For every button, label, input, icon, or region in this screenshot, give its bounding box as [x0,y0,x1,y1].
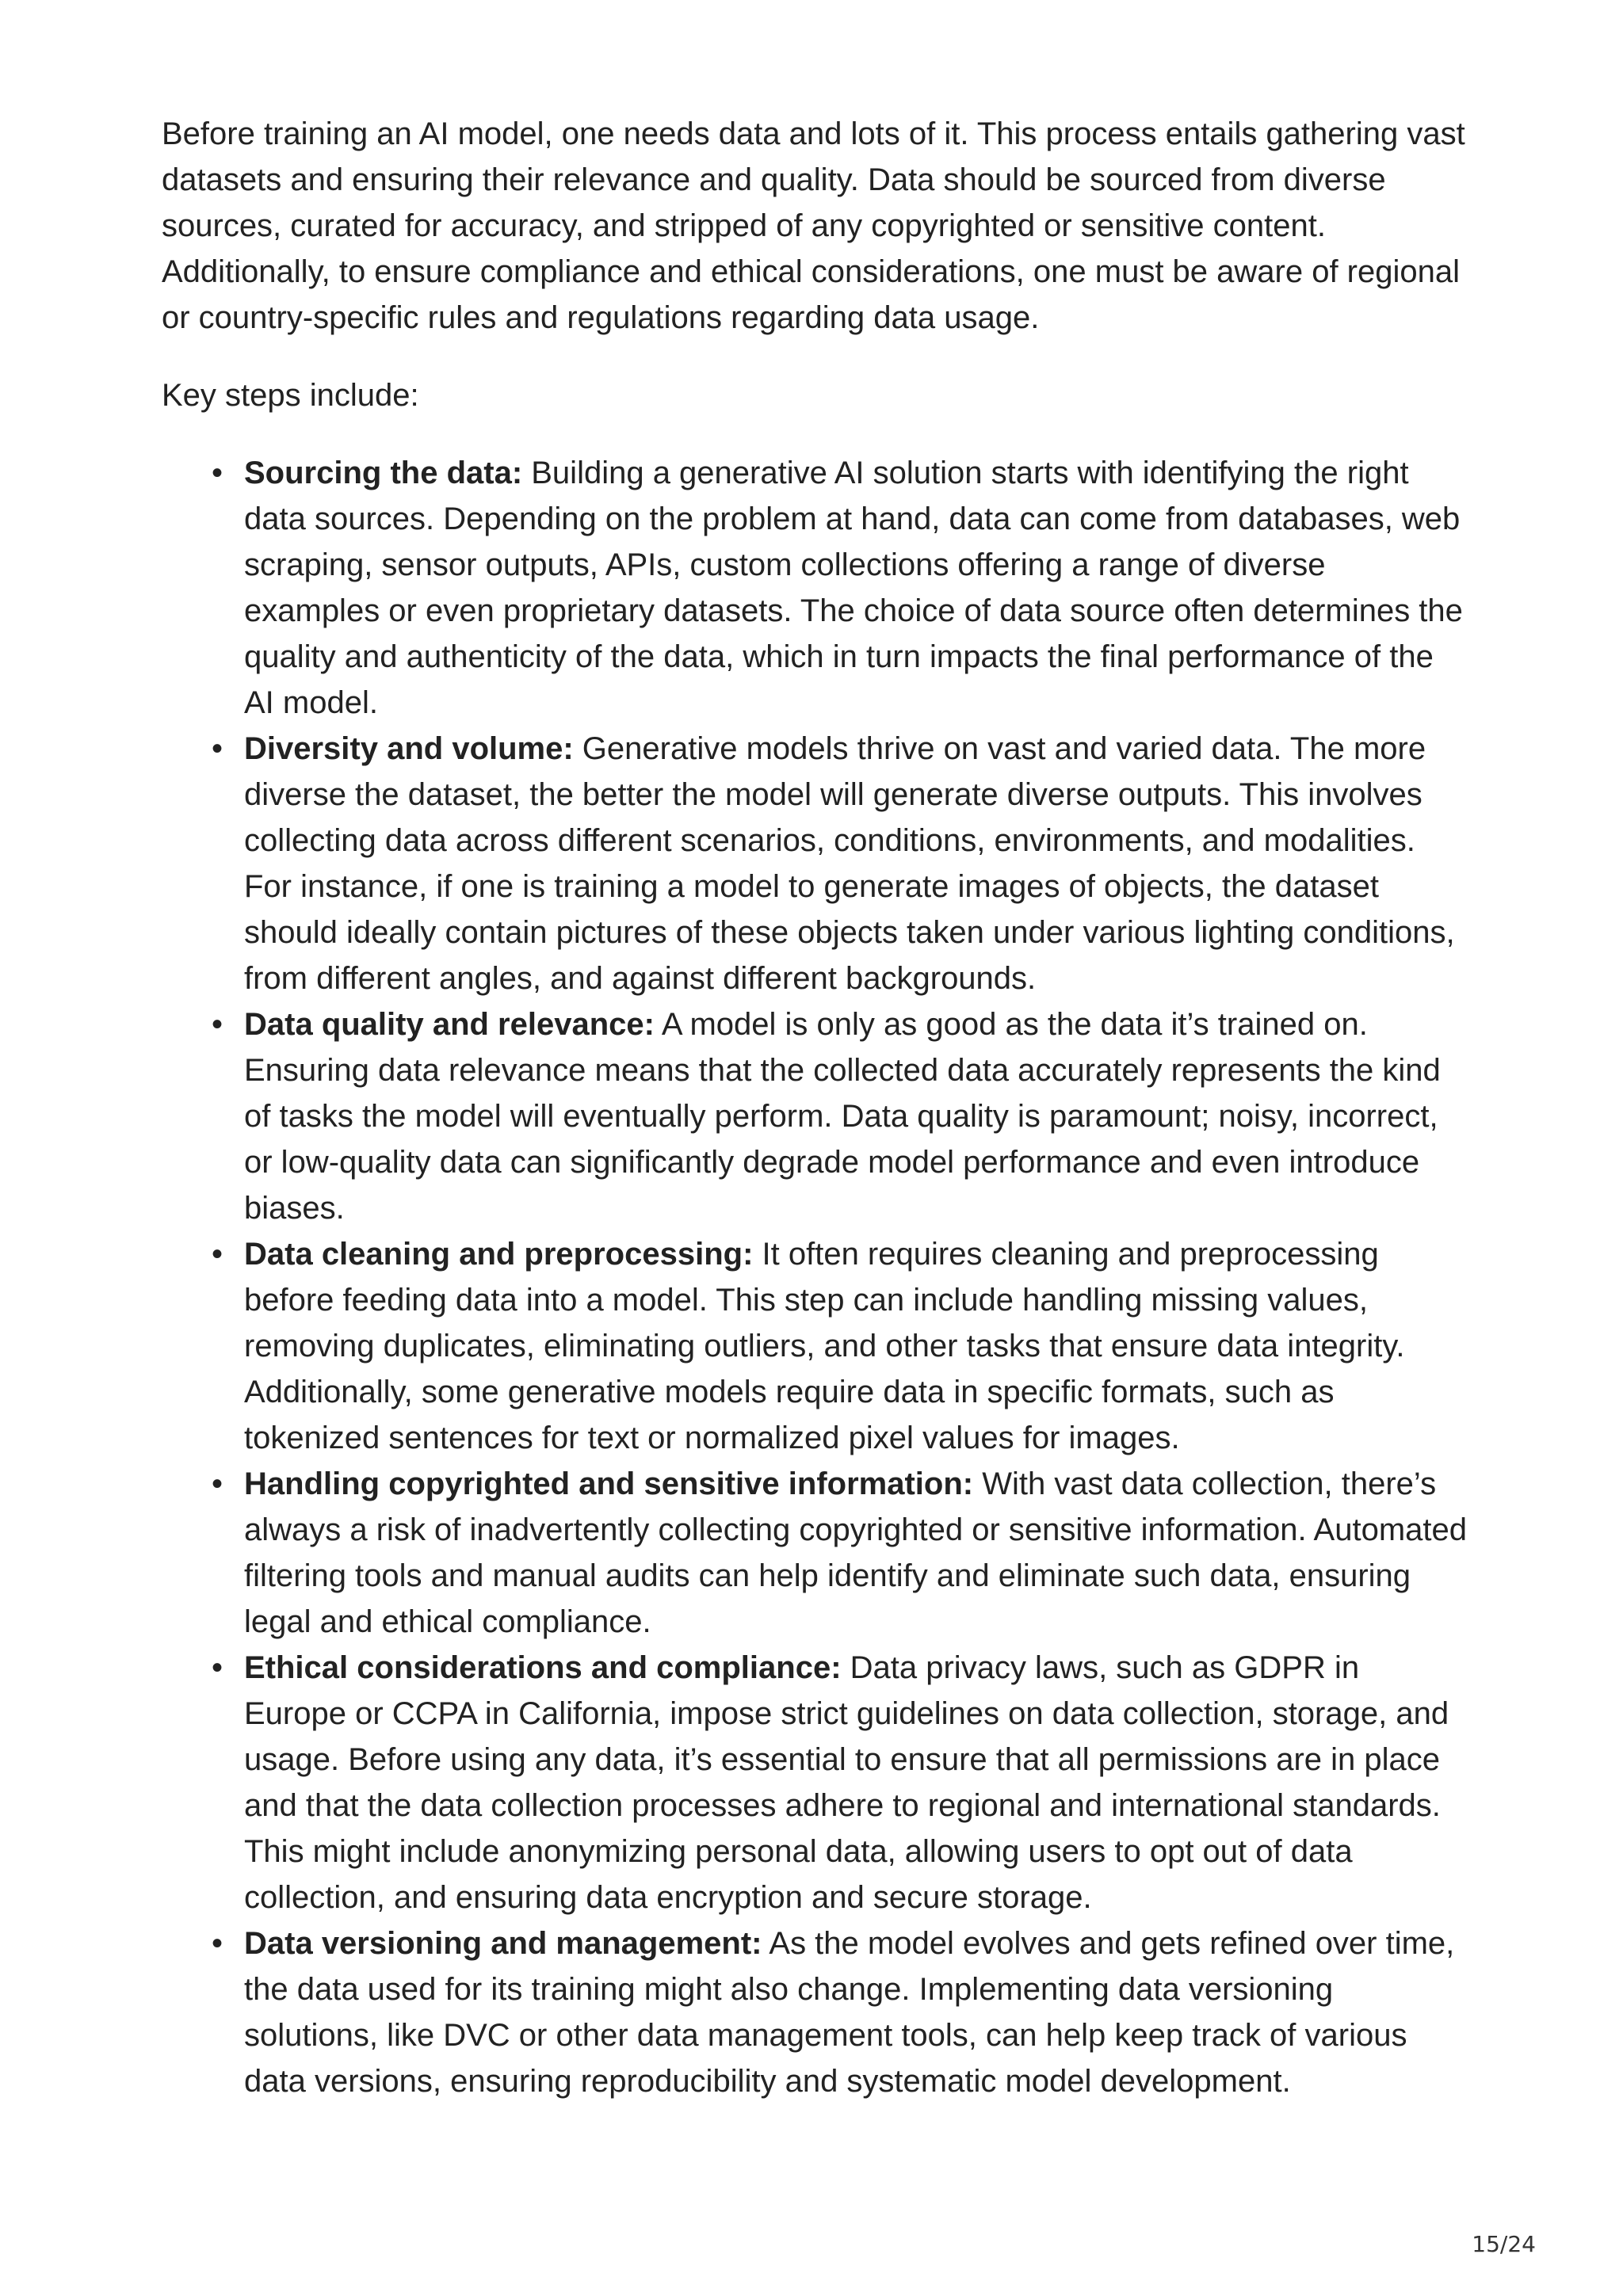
page-number: 15/24 [1472,2231,1536,2257]
step-text: Data privacy laws, such as GDPR in Europe or CCPA in California, impose strict guidelines on data collection, storage, and usage. Before using any data, it’s essential to ensure that all permissions are in place and that the data collection processes adhere to regional and international standards. This might include anonymizing personal data, allowing users to opt out of data collection, and ensuring data encryption and secure storage. [244,1650,1449,1915]
step-data-cleaning-and-preprocessing [211,1231,1469,1461]
key-steps-list [162,450,1469,2104]
document-content [162,111,1469,2104]
bullet-icon: • [211,1007,223,1042]
step-text: As the model evolves and gets refined over time, the data used for its training might also change. Implementing data versioning solutions, like DVC or other data management tools, can help keep track of various data versions, ensuring reproducibility and systematic model development. [244,1926,1455,2099]
step-text: Building a generative AI solution starts with identifying the right data sources. Depending on the problem at hand, data can come from databases, web scraping, sensor outputs, APIs, custom collections offering a range of diverse examples or even proprietary datasets. The choice of data source often determines the quality and authenticity of the data, which in turn impacts the final performance of the AI model. [244,456,1463,720]
step-data-versioning-and-management [211,1920,1469,2104]
step-text: With vast data collection, there’s always a risk of inadvertently collecting copyrighted or sensitive information. Automated filtering tools and manual audits can help identify and eliminate such data, ensuring legal and ethical compliance. [244,1466,1467,1639]
step-diversity-and-volume [211,726,1469,1001]
step-sourcing-the-data [211,450,1469,726]
step-handling-copyrighted-and-sensitive-information [211,1461,1469,1645]
step-title: Handling copyrighted and sensitive information: [244,1466,974,1501]
step-title: Sourcing the data: [244,456,523,490]
step-title: Diversity and volume: [244,731,574,766]
bullet-icon: • [211,1237,223,1272]
intro-paragraph: Before training an AI model, one needs data and lots of it. This process entails gathering vast datasets and ensuring their relevance and quality. Data should be sourced from diverse sources, curated for accuracy, and stripped of any copyrighted or sensitive content. Additionally, to ensure compliance and ethical considerations, one must be aware of regional or country-specific rules and regulations regarding data usage. [162,116,1465,335]
bullet-icon: • [211,1650,223,1685]
step-title: Data quality and relevance: [244,1007,655,1042]
bullet-icon: • [211,1466,223,1501]
step-data-quality-and-relevance [211,1001,1469,1231]
bullet-icon: • [211,1926,223,1961]
bullet-icon: • [211,456,223,490]
step-text: It often requires cleaning and preprocessing before feeding data into a model. This step can include handling missing values, removing duplicates, eliminating outliers, and other tasks that ensure data integrity. Additionally, some generative models require data in specific formats, such as tokenized sentences for text or normalized pixel values for images. [244,1237,1405,1455]
step-ethical-considerations-and-compliance [211,1645,1469,1920]
bullet-icon: • [211,731,223,766]
step-text: A model is only as good as the data it’s trained on. Ensuring data relevance means that the collected data accurately represents the kind of tasks the model will eventually perform. Data quality is paramount; noisy, incorrect, or low-quality data can significantly degrade model performance and even introduce biases. [244,1007,1441,1226]
step-title: Data versioning and management: [244,1926,762,1961]
key-steps-label: Key steps include: [162,378,419,413]
step-title: Ethical considerations and compliance: [244,1650,842,1685]
step-text: Generative models thrive on vast and varied data. The more diverse the dataset, the better the model will generate diverse outputs. This involves collecting data across different scenarios, conditions, environments, and modalities. For instance, if one is training a model to generate images of objects, the dataset should ideally contain pictures of these objects taken under various lighting conditions, from different angles, and against different backgrounds. [244,731,1455,996]
step-title: Data cleaning and preprocessing: [244,1237,754,1272]
